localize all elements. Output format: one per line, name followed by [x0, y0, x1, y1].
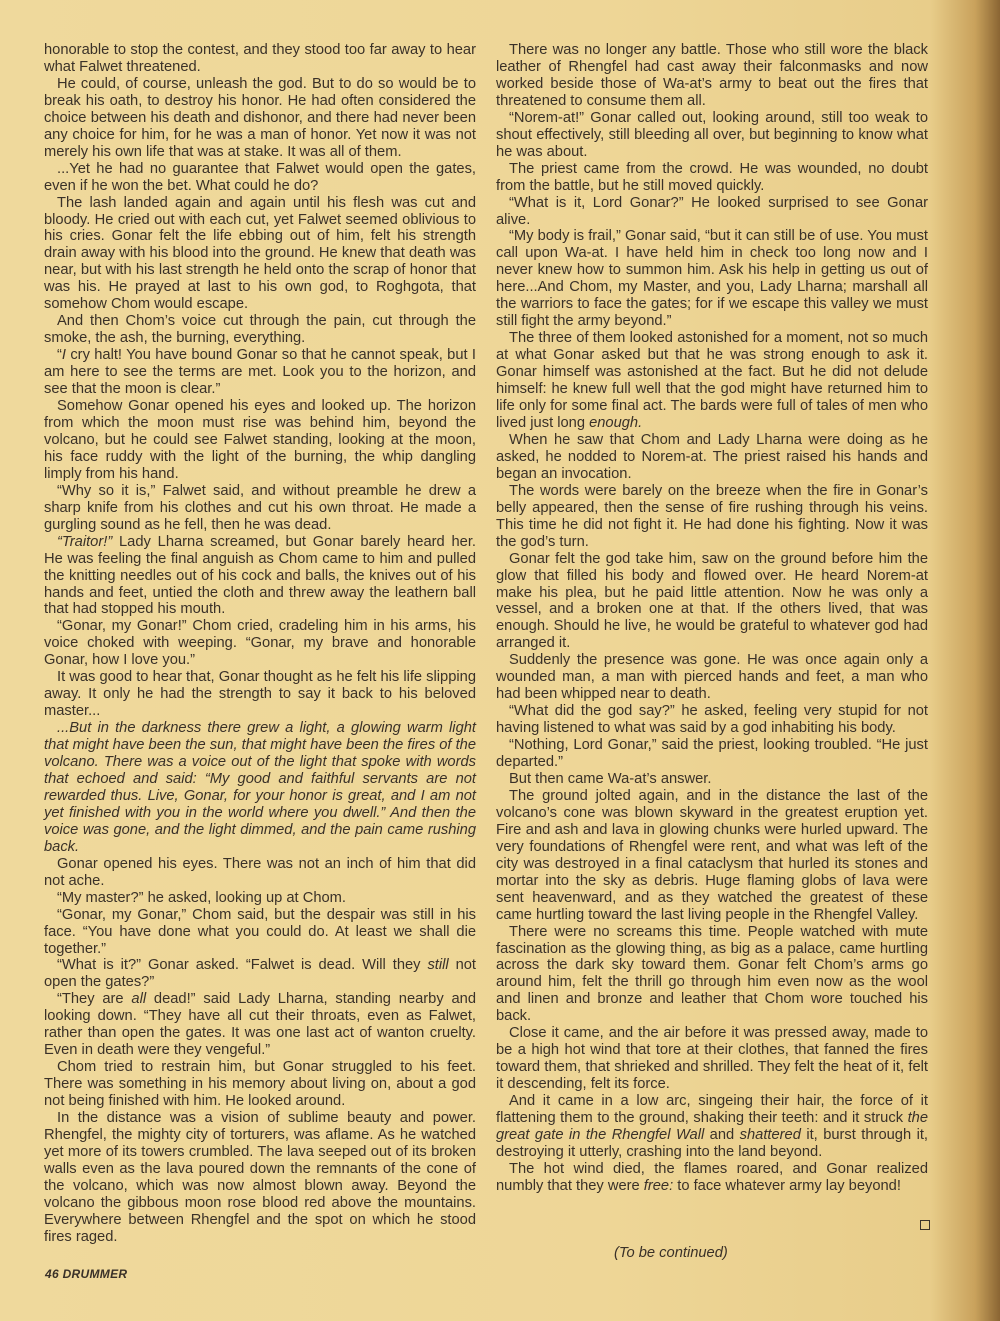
paragraph — [44, 483, 476, 534]
paragraph — [496, 1093, 928, 1161]
text-run: “Gonar, my Gonar,” Chom said, but the despair was still in his face. “You have done what you could do. At least we shall die together.” — [44, 906, 476, 957]
right-column — [496, 42, 928, 1195]
text-run: There was no longer any battle. Those who still wore the black leather of Rhengfel had cast away their falconmasks and now worked beside those of Wa-at’s army to beat out the fires that threatened to consume them all. — [496, 42, 928, 109]
paragraph — [44, 534, 476, 619]
magazine-name: DRUMMER — [62, 1267, 128, 1281]
page-footer — [45, 1267, 127, 1281]
italic-text: I — [61, 347, 66, 364]
text-run: and — [704, 1127, 740, 1143]
text-run: He could, of course, unleash the god. But to do so would be to break his oath, to destroy his honor. He had often considered the choice between his death and dishonor, and there had never been any choice for him, for he was a man of honor. Yet now it was not merely his own life that was at stake. It was all of them. — [44, 75, 476, 160]
to-be-continued-note: (To be continued) — [614, 1245, 728, 1261]
italic-text: enough. — [589, 414, 643, 431]
paragraph — [496, 771, 928, 788]
text-run: The lash landed again and again until his flesh was cut and bloody. He cried out with each cut, yet Falwet seemed oblivious to his cries. Gonar felt the life ebbing out of him, felt his strength drain away with his blood into the ground. He knew that death was near, but with his last strength he held onto the scrap of honor that was his. He prayed at last to his own god, to Roghgota, that somehow Chom would escape. — [44, 194, 476, 313]
paragraph — [44, 1059, 476, 1110]
paragraph — [44, 313, 476, 347]
paragraph — [44, 161, 476, 195]
paragraph — [496, 330, 928, 432]
italic-text: still — [427, 957, 449, 974]
text-run: “My body is frail,” Gonar said, “but it can still be of use. You must call upon Wa-at. I have held him in check too long now and I never knew how to summon him. Ask his help in getting us out of here...And Chom, my Master, and you, Lady Lharna; marshall all the warriors to face the gates; for if we escape this valley we must still fight the army beyond.” — [496, 228, 928, 330]
text-run: “What did the god say?” he asked, feeling very stupid for not having listened to what was said by a god inhabiting his body. — [496, 703, 928, 737]
text-run: And then Chom’s voice cut through the pain, cut through the smoke, the ash, the burning, everything. — [44, 313, 476, 347]
text-run: The words were barely on the breeze when the fire in Gonar’s belly appeared, then the sense of fire rushing through his veins. This time he did not fight it. He had done his fighting. Now it was the god’s turn. — [496, 482, 928, 550]
italic-text: the great gate in the Rhengfel Wall — [496, 1110, 928, 1143]
paragraph — [44, 890, 476, 907]
text-run: “Gonar, my Gonar!” Chom cried, cradeling him in his arms, his voice choked with weeping. “Gonar, my brave and honorable Gonar, how I love you.” — [44, 618, 476, 669]
paragraph — [496, 42, 928, 110]
text-run: But then came Wa-at’s answer. — [509, 770, 712, 787]
paragraph — [496, 737, 928, 771]
text-run: “They are — [57, 991, 132, 1008]
paragraph — [496, 432, 928, 483]
paragraph — [496, 652, 928, 703]
italic-text: all — [131, 991, 147, 1008]
paragraph — [496, 161, 928, 195]
paragraph — [496, 1025, 928, 1093]
paragraph — [44, 347, 476, 398]
text-run: cry halt! You have bound Gonar so that he cannot speak, but I am here to see the terms are met. Look you to the horizon, and see that the moon is clear.” — [44, 347, 476, 398]
paragraph — [44, 669, 476, 720]
paragraph — [44, 957, 476, 991]
text-run: to face whatever army lay beyond! — [673, 1177, 901, 1194]
text-run: honorable to stop the contest, and they stood too far away to hear what Falwet threatened. — [44, 42, 476, 75]
text-run: not open the gates?” — [44, 957, 476, 991]
paragraph — [496, 110, 928, 161]
paragraph — [44, 907, 476, 958]
text-run: “What is it, Lord Gonar?” He looked surprised to see Gonar alive. — [496, 194, 928, 228]
paragraph — [496, 924, 928, 1026]
italic-text: ...But in the darkness there grew a light, a glowing warm light that might have been the sun, that might have been the fires of the volcano. There was a voice out of the light that spoke with words that echoed and said: “My good and faithful servants are not rewarded thus. Live, Gonar, for your honor is great, and I am not yet finished with you in the world where you dwell.” And then the voice was gone, and the light dimmed, and the pain came rushing back. — [44, 720, 476, 855]
text-run: dead!” said Lady Lharna, standing nearby and looking down. “They have all cut their throats, even as Falwet, rather than open the gates. It was one last act of wanton cruelty. Even in death were they vengeful.” — [44, 991, 476, 1059]
text-run: Close it came, and the air before it was pressed away, made to be a high hot wind that tore at their clothes, that fanned the fires toward them, that shrieked and shrilled. They felt the heat of it, felt it descending, felt its force. — [496, 1025, 928, 1093]
text-run: Somehow Gonar opened his eyes and looked up. The horizon from which the moon must rise was behind him, beyond the volcano, but he could see Falwet standing, looking at the moon, his face ruddy with the light of the burning, the whip dangling limply from his hand. — [44, 398, 476, 482]
text-run: And it came in a low arc, singeing their hair, the force of it flattening them to the ground, shaking their teeth: and it struck — [496, 1093, 928, 1127]
paragraph — [496, 788, 928, 924]
end-of-story-mark — [920, 1220, 930, 1230]
text-run: There were no screams this time. People watched with mute fascination as the glowing thing, as big as a palace, came hurtling across the dark sky toward them. Gonar felt Chom’s arms go around him, felt the thrill go through him even now as the wool and linen and bronze and leather that Chom wore touched his back. — [496, 923, 928, 1025]
text-run: The three of them looked astonished for a moment, not so much at what Gonar asked but that he was strong enough to ask it. Gonar himself was astonished at the fact. But he did not delude himself: he knew full well that the god might have returned him to life only for some final act. The bards were full of tales of men who lived just long — [496, 330, 928, 431]
text-run: The hot wind died, the flames roared, and Gonar realized numbly that they were — [496, 1160, 928, 1194]
text-run: Gonar opened his eyes. There was not an inch of him that did not ache. — [44, 855, 476, 889]
text-run: In the distance was a vision of sublime beauty and power. Rhengfel, the mighty city of torturers, was aflame. As he watched yet more of its towers crumbled. The lava seeped out of its broken walls even as the lava poured down the remnants of the cone of the volcano, which was now almost blown away. Beyond the volcano the gibbous moon rose blood red above the mountains. Everywhere between Rhengfel and the spot on which he stood fires raged. — [44, 1110, 476, 1245]
text-run: Suddenly the presence was gone. He was once again only a wounded man, a man with pierced hands and feet, a man who had been whipped near to death. — [496, 652, 928, 703]
italic-text: shattered — [739, 1127, 801, 1143]
paragraph — [44, 618, 476, 669]
left-column — [44, 42, 476, 1246]
text-run: Lady Lharna screamed, but Gonar barely heard her. He was feeling the final anguish as Chom came to him and pulled the knitting needles out of his cock and balls, the knives out of his hands and feet, untied the cloth and threw away the leathern ball that had stopped his mouth. — [44, 533, 476, 618]
text-run: “Nothing, Lord Gonar,” said the priest, looking troubled. “He just departed.” — [496, 737, 928, 771]
paragraph — [44, 398, 476, 483]
text-run: The ground jolted again, and in the distance the last of the volcano’s cone was blown skyward in the greatest eruption yet. Fire and ash and lava in glowing chunks were hurled upward. The very foundations of Rhengfel were rent, and what was left of the city was destroyed in a final cataclysm that hurled its stones and mortar into the sky as debris. Huge flaming globs of lava were sent heavenward, and as they watched the greatest of these came hurtling toward the last living people in the Rhengfel Valley. — [496, 787, 928, 923]
text-run: “ — [57, 347, 62, 364]
paragraph — [496, 228, 928, 330]
italic-text: “Traitor!” — [57, 533, 113, 550]
text-run: It was good to hear that, Gonar thought as he felt his life slipping away. It only he had the strength to say it back to his beloved master... — [44, 669, 476, 720]
text-run: “My master?” he asked, looking up at Chom. — [57, 889, 346, 906]
paragraph — [496, 1161, 928, 1195]
paragraph — [496, 483, 928, 551]
text-run: “What is it?” Gonar asked. “Falwet is dead. Will they — [57, 957, 428, 974]
text-run: Chom tried to restrain him, but Gonar struggled to his feet. There was something in his memory about living on, about a god not being finished with him. He looked around. — [44, 1059, 476, 1110]
paragraph — [496, 703, 928, 737]
paragraph — [496, 195, 928, 229]
paragraph — [44, 720, 476, 856]
text-run: The priest came from the crowd. He was wounded, no doubt from the battle, but he still moved quickly. — [496, 160, 928, 194]
paragraph — [496, 551, 928, 653]
paragraph — [44, 42, 476, 76]
text-run: When he saw that Chom and Lady Lharna were doing as he asked, he nodded to Norem-at. The priest raised his hands and began an invocation. — [496, 431, 928, 482]
paragraph — [44, 856, 476, 890]
text-run: “Why so it is,” Falwet said, and without preamble he drew a sharp knife from his clothes and cut his own throat. He made a gurgling sound as he fell, then he was dead. — [44, 482, 476, 533]
text-run: Gonar felt the god take him, saw on the ground before him the glow that filled his body and flowed over. He heard Norem-at make his plea, but he paid little attention. Now he was only a vessel, and a broken one at that. If the others lived, that was enough. Should he live, he would be grateful to whatever god had arranged it. — [496, 550, 928, 652]
paragraph — [44, 76, 476, 161]
text-run: “Norem-at!” Gonar called out, looking around, still too weak to shout effectively, still bleeding all over, but beginning to know what he was about. — [496, 109, 928, 160]
text-run: ...Yet he had no guarantee that Falwet would open the gates, even if he won the bet. What could he do? — [44, 160, 476, 194]
italic-text: free: — [643, 1177, 674, 1194]
paragraph — [44, 991, 476, 1059]
page-number: 46 — [45, 1267, 59, 1281]
paragraph — [44, 195, 476, 314]
paragraph — [44, 1110, 476, 1246]
text-run: it, burst through it, destroying it utterly, crashing into the land beyond. — [496, 1127, 928, 1160]
